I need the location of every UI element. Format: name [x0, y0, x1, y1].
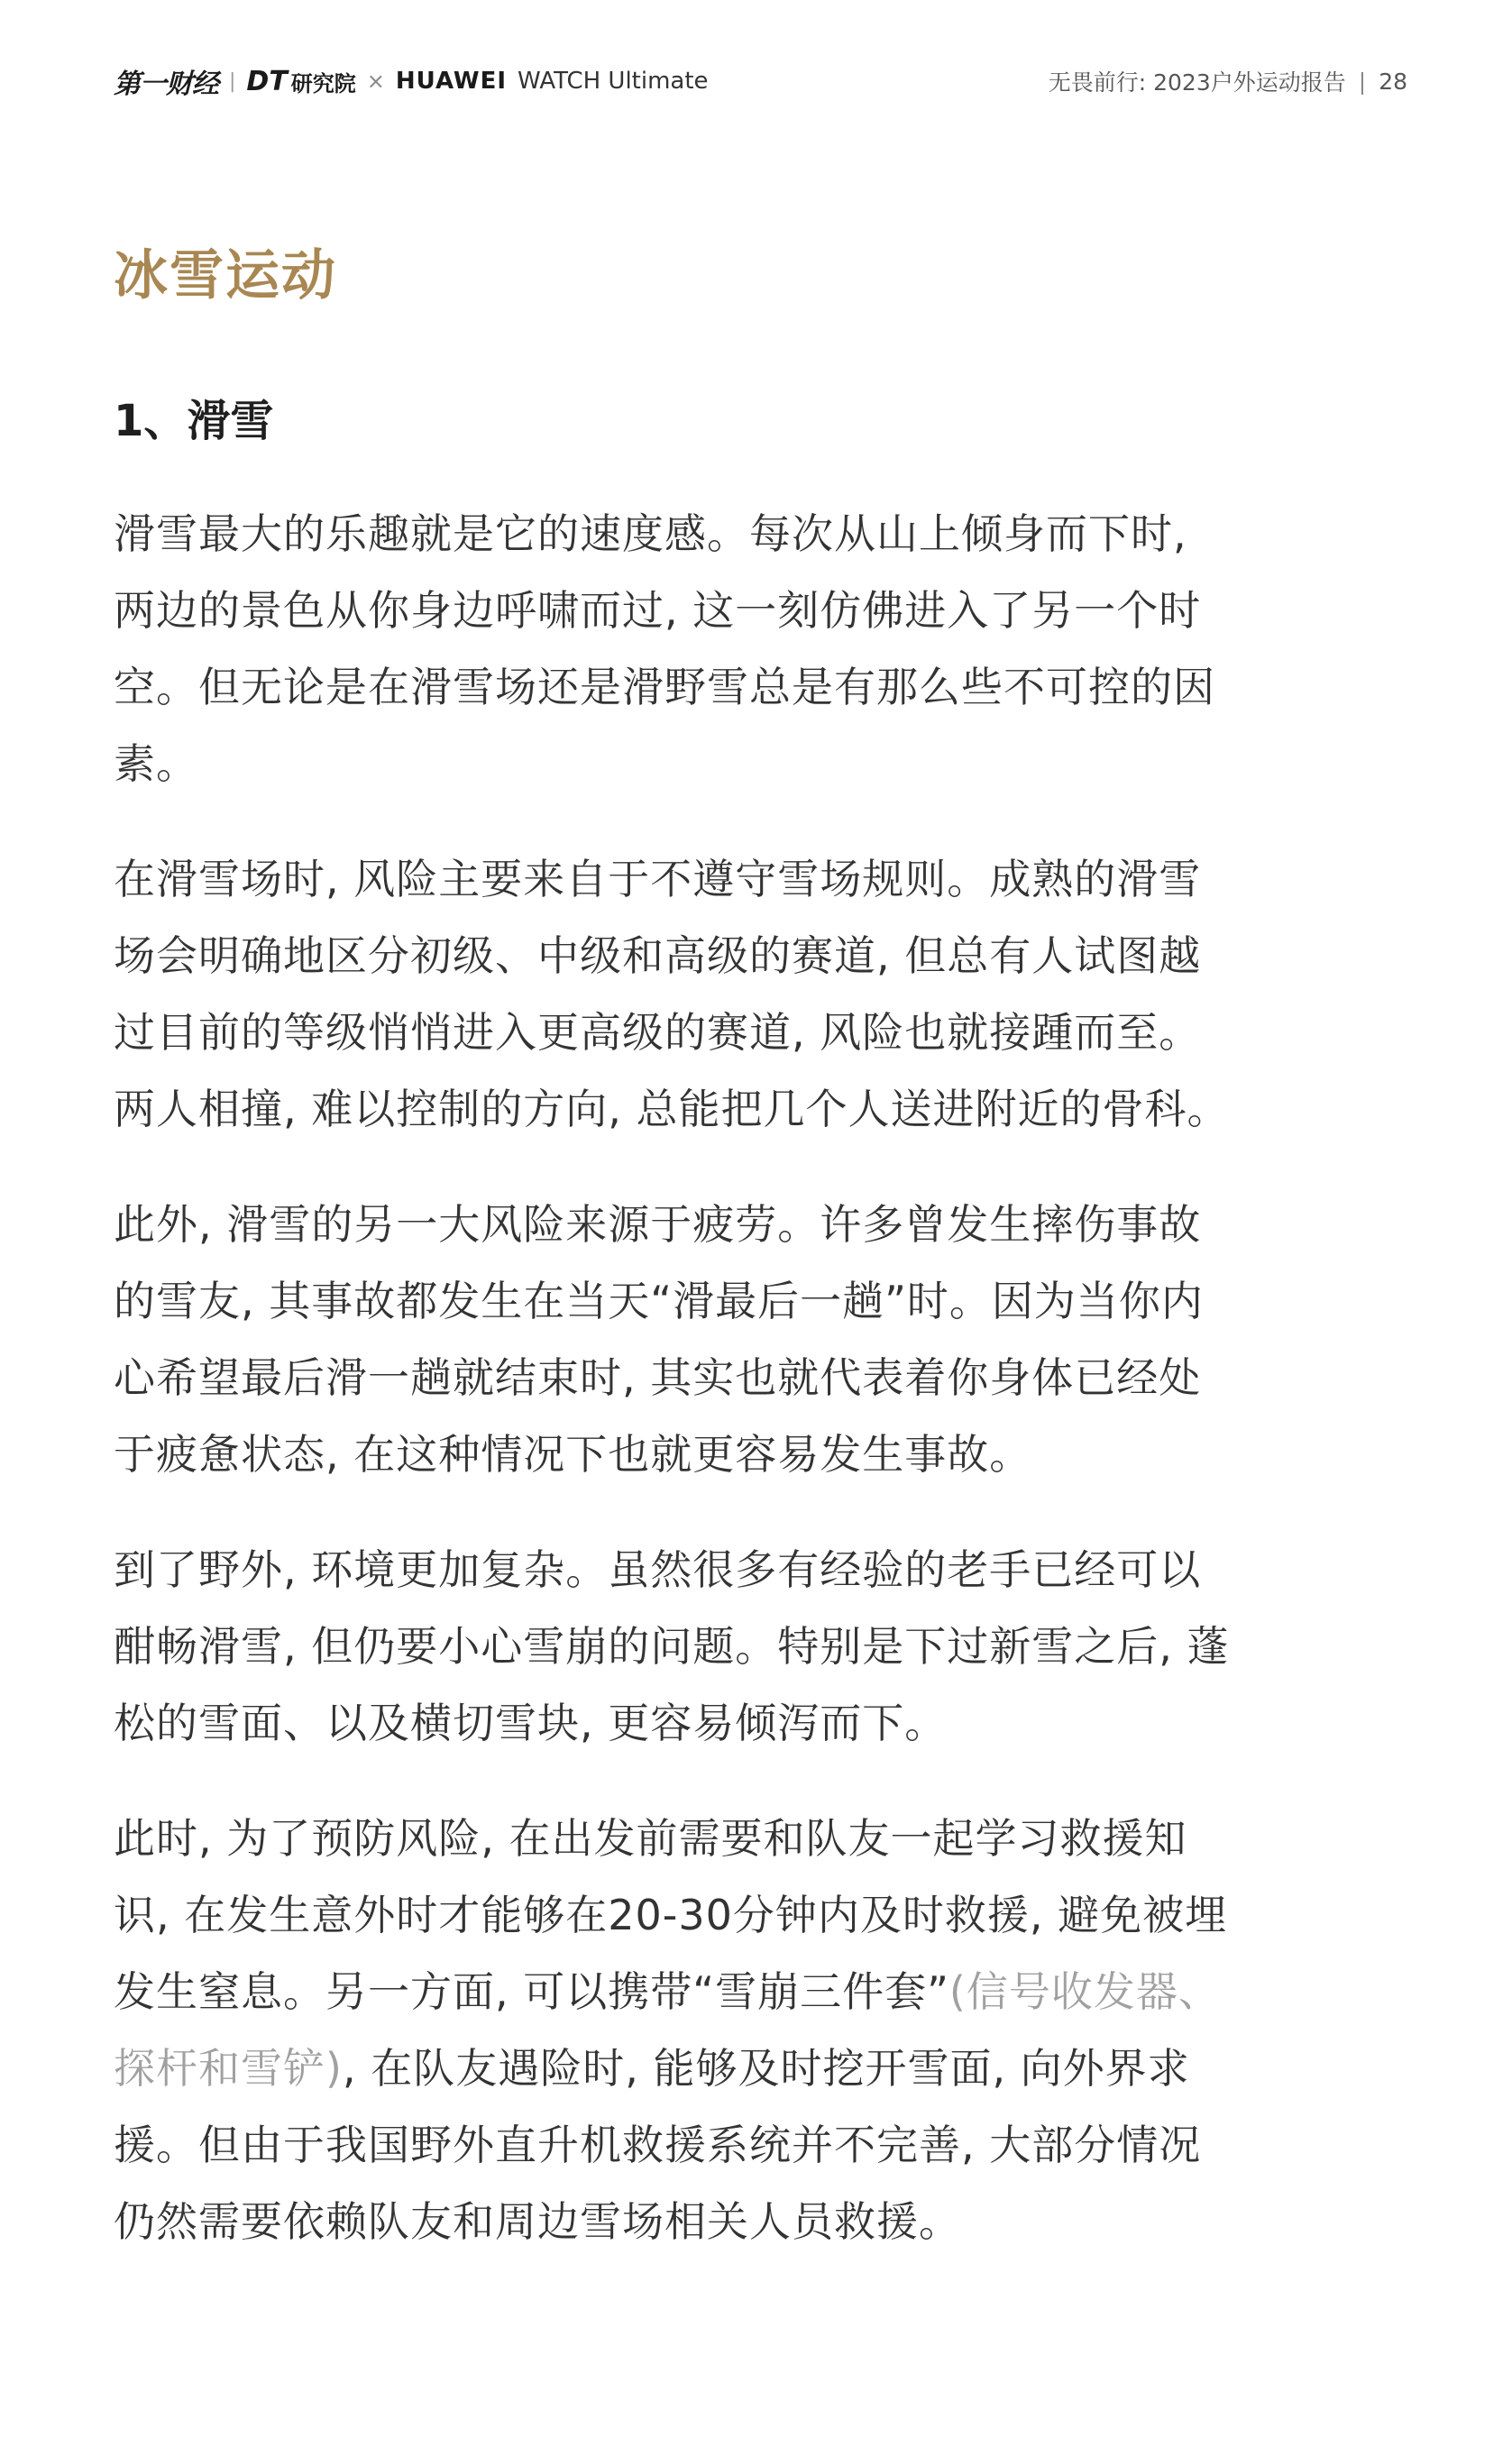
dt-institute-label: 研究院 — [290, 70, 356, 96]
yicai-logo: 第一财经 — [114, 69, 218, 100]
subsection-title: 1、滑雪 — [114, 396, 274, 446]
header-divider: | — [1358, 68, 1367, 95]
report-info — [1049, 65, 1407, 97]
dt-logo: DT — [246, 65, 288, 97]
paragraph-3: 此外, 滑雪的另一大风险来源于疲劳。许多曾发生摔伤事故的雪友, 其事故都发生在当天“滑最后一趟”时。因为当你内心希望最后滑一趟就结束时, 其实也就代表着你身体已经处于疲惫状态, 在这种情况下也就更容易发生事故。 — [114, 1200, 1204, 1479]
paragraph-2: 在滑雪场时, 风险主要来自于不遵守雪场规则。成熟的滑雪场会明确地区分初级、中级和高级的赛道, 但总有人试图越过目前的等级悄悄进入更高级的赛道, 风险也就接踵而至。两人相撞, 难以控制的方向, 总能把几个人送进附近的骨科。 — [114, 855, 1230, 1133]
paragraph-5 — [114, 1801, 1241, 2260]
brand-lockup — [114, 61, 709, 101]
page-number: 28 — [1379, 68, 1407, 95]
report-title: 无畏前行: 2023户外运动报告 — [1048, 69, 1346, 96]
paragraph-5-part-2: , 在队友遇险时, 能够及时挖开雪面, 向外界求援。但由于我国野外直升机救援系统并不完善, 大部分情况仍然需要依赖队友和周边雪场相关人员救援。 — [114, 2044, 1202, 2246]
page-header — [114, 61, 1407, 101]
brand-separator: | — [229, 69, 236, 93]
watch-model-label: WATCH Ultimate — [518, 68, 709, 95]
section-title: 冰雪运动 — [114, 244, 337, 307]
paragraph-1: 滑雪最大的乐趣就是它的速度感。每次从山上倾身而下时, 两边的景色从你身边呼啸而过, 这一刻仿佛进入了另一个时空。但无论是在滑雪场还是滑野雪总是有那么些不可控的因素。 — [114, 509, 1215, 788]
huawei-logo: HUAWEI — [395, 68, 508, 95]
article-body — [114, 496, 1241, 2299]
equipment-note: (信号收发器、探杆和雪铲) — [114, 1967, 1221, 2093]
collab-times-sign: × — [366, 69, 385, 94]
paragraph-4: 到了野外, 环境更加复杂。虽然很多有经验的老手已经可以酣畅滑雪, 但仍要小心雪崩的问题。特别是下过新雪之后, 蓬松的雪面、以及横切雪块, 更容易倾泻而下。 — [114, 1545, 1230, 1747]
paragraph-5-part-1: 此时, 为了预防风险, 在出发前需要和队友一起学习救援知识, 在发生意外时才能够在20-30分钟内及时救援, 避免被埋发生窒息。另一方面, 可以携带“雪崩三件套” — [114, 1814, 1228, 2016]
